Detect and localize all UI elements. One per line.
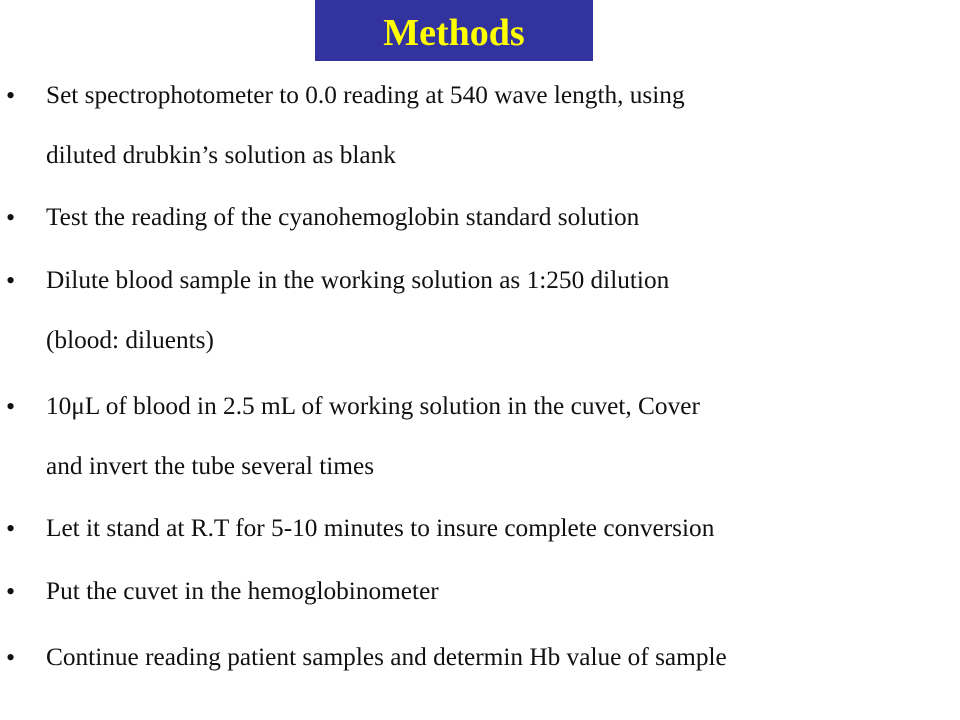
bullet-line: and invert the tube several times (46, 452, 375, 481)
bullet-icon: • (6, 203, 16, 232)
bullet-text (46, 394, 926, 480)
bullet-icon: • (6, 392, 16, 421)
bullet-line: Test the reading of the cyanohemoglobin standard solution (46, 203, 640, 231)
bullet-line: diluted drubkin’s solution as blank (46, 141, 396, 170)
bullet-line: Put the cuvet in the hemoglobinometer (46, 577, 439, 605)
bullet-icon: • (6, 643, 16, 672)
bullet-text (46, 268, 926, 354)
bullet-icon: • (6, 514, 16, 543)
bullet-line: Continue reading patient samples and determin Hb value of sample (46, 643, 727, 671)
bullet-line: Dilute blood sample in the working solution as 1:250 dilution (46, 266, 670, 294)
bullet-text (46, 579, 926, 604)
bullet-line: (blood: diluents) (46, 326, 214, 355)
bullet-icon: • (6, 266, 16, 295)
slide-title: Methods (383, 11, 525, 54)
bullet-text (46, 205, 926, 230)
bullet-icon: • (6, 81, 16, 110)
bullet-line: Set spectrophotometer to 0.0 reading at 540 wave length, using (46, 81, 685, 109)
bullet-text (46, 645, 926, 670)
bullet-icon: • (6, 577, 16, 606)
bullet-line: Let it stand at R.T for 5-10 minutes to insure complete conversion (46, 514, 715, 542)
bullet-line: 10μL of blood in 2.5 mL of working solution in the cuvet, Cover (46, 392, 700, 420)
bullet-text (46, 83, 926, 169)
bullet-text (46, 516, 926, 541)
